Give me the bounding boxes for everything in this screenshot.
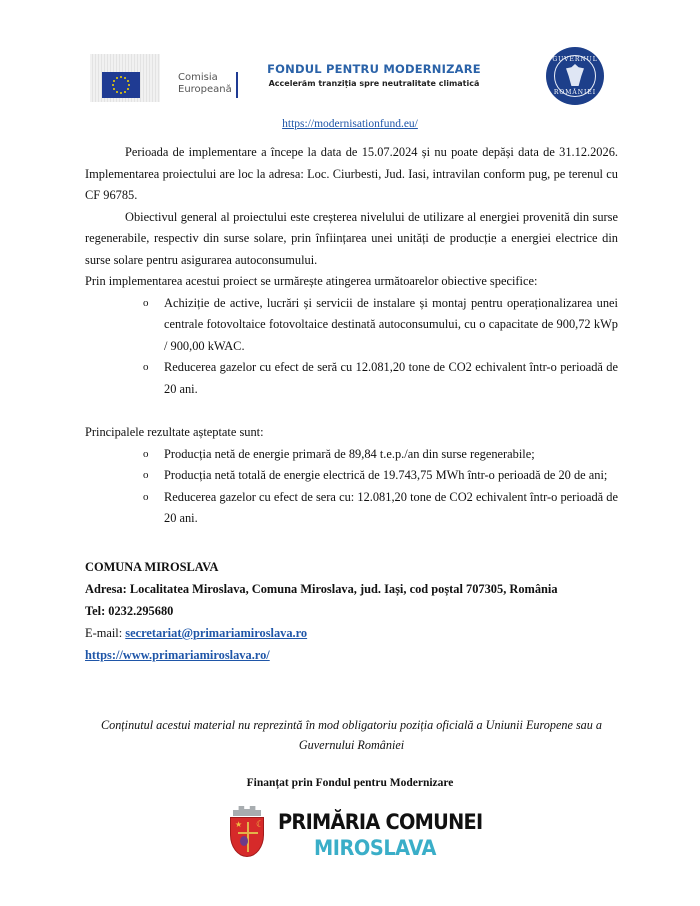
miroslava-coat-of-arms-icon <box>228 806 266 860</box>
general-objective-paragraph: Obiectivul general al proiectului este creșterea nivelului de utilizare al energiei provenită din surse regenerabile, respectiv din surse solare, prin înființarea unei unități de producție a energiei electrice din surse solare pentru asigurarea autoconsumului. <box>85 209 618 267</box>
bullet-icon: o <box>143 490 149 503</box>
contact-name: COMUNA MIROSLAVA <box>85 560 219 574</box>
modernisation-fund-banner <box>244 62 504 88</box>
eu-star <box>120 76 122 78</box>
fund-title: FONDUL PENTRU MODERNIZARE <box>267 62 481 76</box>
contact-phone: Tel: 0232.295680 <box>85 604 174 618</box>
primaria-title: PRIMĂRIA COMUNEI <box>278 810 483 834</box>
result-item <box>143 487 618 530</box>
objective-text: Achiziție de active, lucrări și servicii de instalare și montaj pentru operaționalizarea unei centrale fotovoltaice fotovoltaice destinată autoconsumului, cu o capacitate de 900,72 kWp / 900,00 kWAC. <box>164 295 618 353</box>
eu-star <box>112 84 114 86</box>
eu-star <box>127 80 129 82</box>
implementation-period-paragraph: Perioada de implementare a începe la data de 15.07.2024 și nu poate depăși data de 31.12.2026. Implementarea proiectului are loc la adresa: Loc. Ciurbesti, Jud. Iasi, intravilan conform pug, pe terenul cu CF 96785. <box>85 145 618 202</box>
eu-star <box>120 92 122 94</box>
results-intro: Principalele rezultate așteptate sunt: <box>85 425 264 439</box>
objective-item <box>143 293 618 358</box>
bullet-icon: o <box>143 469 149 481</box>
eu-star <box>113 80 115 82</box>
email-link[interactable]: secretariat@primariamiroslava.ro <box>125 626 308 640</box>
objectives-list <box>143 293 618 401</box>
primaria-subtitle: MIROSLAVA <box>314 836 437 860</box>
eu-star <box>124 77 126 79</box>
eu-star <box>116 77 118 79</box>
contact-block <box>85 556 618 666</box>
result-item <box>143 444 618 466</box>
cross-icon <box>247 822 249 852</box>
result-text: Reducerea gazelor cu efect de sera cu: 12.081,20 tone de CO2 echivalent într-o perioadă de 20 ani. <box>164 489 618 525</box>
result-item <box>143 465 618 487</box>
ec-logo-line1: Comisia <box>178 72 218 83</box>
document-body <box>85 142 618 530</box>
bullet-icon: o <box>143 447 149 460</box>
european-commission-logo <box>90 54 238 104</box>
fund-subtitle: Accelerăm tranziția spre neutralitate climatică <box>268 79 480 88</box>
mural-crown-icon <box>233 806 261 816</box>
contact-address: Adresa: Localitatea Miroslava, Comuna Miroslava, jud. Iași, cod poștal 707305, România <box>85 582 558 596</box>
page-header <box>88 52 618 112</box>
bullet-icon: o <box>143 361 149 373</box>
email-label: E-mail: <box>85 626 126 640</box>
results-list <box>143 444 618 530</box>
result-text: Producția netă totală de energie electrică de 19.743,75 MWh într-o perioadă de 20 de ani; <box>164 468 608 482</box>
ec-divider <box>236 72 238 98</box>
financed-by-text: Finanțat prin Fondul pentru Modernizare <box>246 777 454 789</box>
objective-text: Reducerea gazelor cu efect de seră cu 12.081,20 tone de CO2 echivalent într-o perioadă de 20 ani. <box>164 360 618 396</box>
fund-url-row <box>0 118 700 130</box>
bullet-icon: o <box>143 296 149 309</box>
contact-email-row <box>85 622 618 644</box>
website-link[interactable]: https://www.primariamiroslava.ro/ <box>85 648 270 662</box>
cross-bar <box>238 832 258 834</box>
eu-star <box>127 88 129 90</box>
eu-disclaimer: Conținutul acestui material nu reprezintă în mod obligatoriu poziția oficială a Uniunii Europene sau a Guvernului României <box>100 718 603 752</box>
ec-logo-text <box>178 72 232 96</box>
eu-star <box>113 88 115 90</box>
eu-star <box>124 91 126 93</box>
modernisation-fund-link[interactable]: https://modernisationfund.eu/ <box>282 118 418 130</box>
primaria-logo <box>226 806 486 864</box>
ec-logo-line2: Europeană <box>178 84 232 95</box>
romanian-government-logo <box>546 47 604 105</box>
eu-star <box>116 91 118 93</box>
crescent-moon-icon: ☾ <box>256 819 265 829</box>
shield-icon <box>230 817 264 857</box>
star-icon: ★ <box>235 820 243 829</box>
eu-flag-icon <box>102 72 140 98</box>
gov-logo-top-text: GUVERNUL <box>552 56 598 63</box>
eu-star <box>128 84 130 86</box>
contact-website-row <box>85 644 618 666</box>
grapes-icon <box>240 836 248 846</box>
result-text: Producția netă de energie primară de 89,84 t.e.p./an din surse regenerabile; <box>164 446 535 461</box>
gov-logo-bottom-text: ROMÂNIEI <box>553 89 597 96</box>
objectives-intro: Prin implementarea acestui proiect se urmărește atingerea următoarelor obiective specifice: <box>85 274 538 288</box>
objective-item <box>143 357 618 400</box>
